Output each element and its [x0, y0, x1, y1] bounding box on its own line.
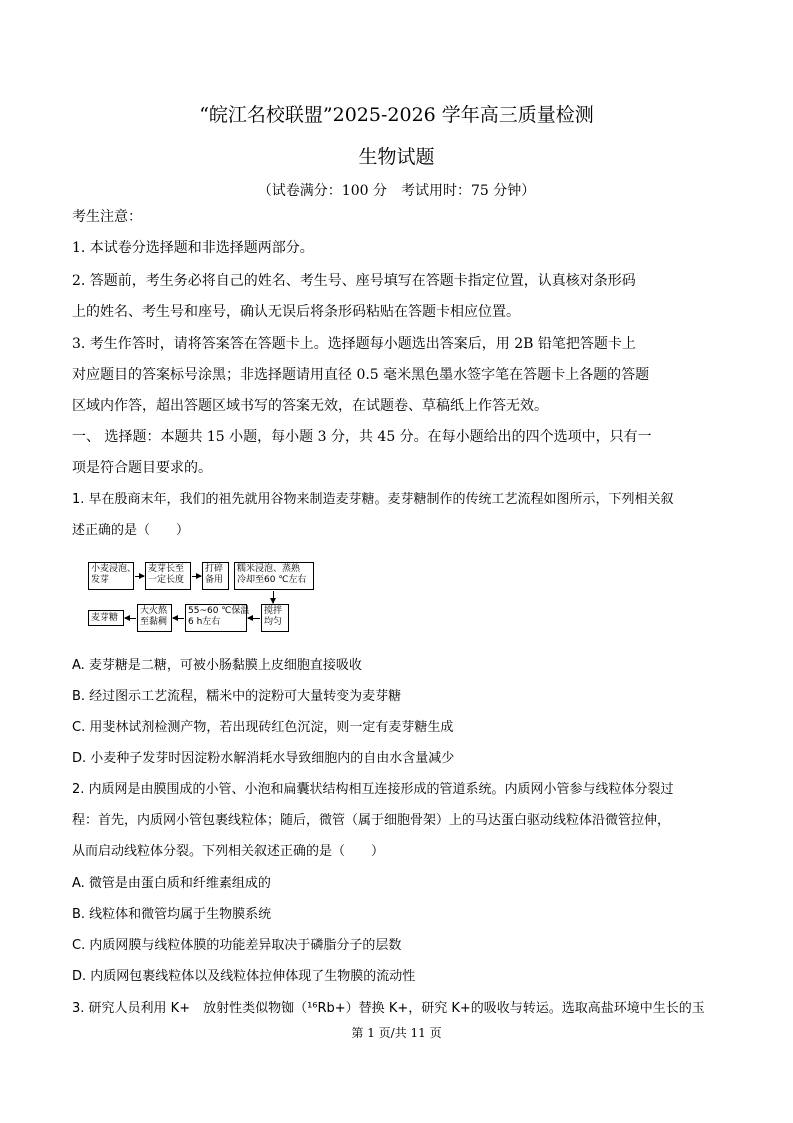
q2-stem: 2. 内质网是由膜围成的小管、小泡和扁囊状结构相互连接形成的管道系统。内质网小管参与线粒体分裂过 — [72, 782, 674, 797]
flow-box-sprout: 麦芽长至 一定长度 — [145, 562, 191, 590]
flow-box-crush: 打碎 备用 — [202, 562, 229, 590]
q2-option-c: C. 内质网膜与线粒体膜的功能差异取决于磷脂分子的层数 — [72, 938, 402, 953]
page-title: “皖江名校联盟”2025-2026 学年高三质量检测 — [199, 104, 594, 126]
flow-box-boil: 大火熬 至黏稠 — [137, 604, 172, 632]
q1-stem: 1. 早在殷商末年，我们的祖先就用谷物来制造麦芽糖。麦芽糖制作的传统工艺流程如图所示，下列相关叙 — [72, 492, 674, 507]
flow-box-stir: 搅拌 均匀 — [261, 604, 289, 632]
flow-box-rice: 糯米浸泡、蒸熟 冷却至60 ℃左右 — [234, 562, 314, 590]
flow-box-maltose: 麦芽糖 — [88, 610, 124, 626]
flow-box-warm: 55~60 ℃保温 6 h左右 — [185, 604, 247, 632]
q2-stem-cont: 程：首先，内质网小管包裹线粒体；随后，微管（属于细胞骨架）上的马达蛋白驱动线粒体沿微管拉伸， — [72, 813, 671, 828]
flow-arrow — [192, 576, 201, 577]
flow-arrow-down — [273, 591, 274, 603]
q2-stem-cont2: 从而启动线粒体分裂。下列相关叙述正确的是（ ） — [72, 844, 385, 859]
notice-item-2-cont: 上的姓名、考生号和座号，确认无误后将条形码粘贴在答题卡相应位置。 — [72, 304, 520, 320]
page-number: 第 1 页/共 11 页 — [351, 1026, 442, 1040]
q2-option-d: D. 内质网包裹线粒体以及线粒体拉伸体现了生物膜的流动性 — [72, 969, 416, 984]
notice-heading: 考生注意： — [72, 209, 142, 225]
notice-item-2: 2. 答题前，考生务必将自己的姓名、考生号、座号填写在答题卡指定位置，认真核对条形码 — [72, 273, 636, 289]
notice-item-3-cont2: 区域内作答，超出答题区域书写的答案无效，在试题卷、草稿纸上作答无效。 — [72, 398, 548, 414]
flow-arrow — [248, 618, 260, 619]
notice-item-3-cont: 对应题目的答案标号涂黑；非选择题请用直径 0.5 毫米黑色墨水签字笔在答题卡上各题的答题 — [72, 367, 650, 383]
flow-arrow — [173, 618, 184, 619]
q1-option-b: B. 经过图示工艺流程，糯米中的淀粉可大量转变为麦芽糖 — [72, 689, 402, 704]
q1-flow-diagram — [88, 558, 328, 638]
subject-title: 生物试题 — [358, 146, 435, 168]
q1-option-d: D. 小麦种子发芽时因淀粉水解消耗水导致细胞内的自由水含量减少 — [72, 751, 455, 766]
q1-option-a: A. 麦芽糖是二糖，可被小肠黏膜上皮细胞直接吸收 — [72, 658, 362, 673]
section-heading: 一、 选择题：本题共 15 小题，每小题 3 分，共 45 分。在每小题给出的四个选项中，只有一 — [72, 429, 652, 445]
q2-option-a: A. 微管是由蛋白质和纤维素组成的 — [72, 876, 271, 891]
q2-option-b: B. 线粒体和微管均属于生物膜系统 — [72, 907, 272, 922]
flow-box-soak: 小麦浸泡、 发芽 — [88, 562, 134, 590]
flow-arrow — [125, 618, 136, 619]
notice-item-1: 1. 本试卷分选择题和非选择题两部分。 — [72, 240, 314, 256]
q1-option-c: C. 用斐林试剂检测产物，若出现砖红色沉淀，则一定有麦芽糖生成 — [72, 720, 454, 735]
q1-stem-cont: 述正确的是（ ） — [72, 523, 190, 538]
section-heading-cont: 项是符合题目要求的。 — [72, 460, 212, 476]
q3-stem: 3. 研究人员利用 K+ 放射性类似物铷（¹⁶Rb+）替换 K+，研究 K+的吸收与转运。选取高盐环境中生长的玉 — [72, 1001, 705, 1016]
flow-arrow — [135, 576, 144, 577]
notice-item-3: 3. 考生作答时，请将答案答在答题卡上。选择题每小题选出答案后，用 2B 铅笔把答题卡上 — [72, 336, 636, 352]
exam-meta: （试卷满分：100 分 考试用时：75 分钟） — [257, 183, 536, 199]
